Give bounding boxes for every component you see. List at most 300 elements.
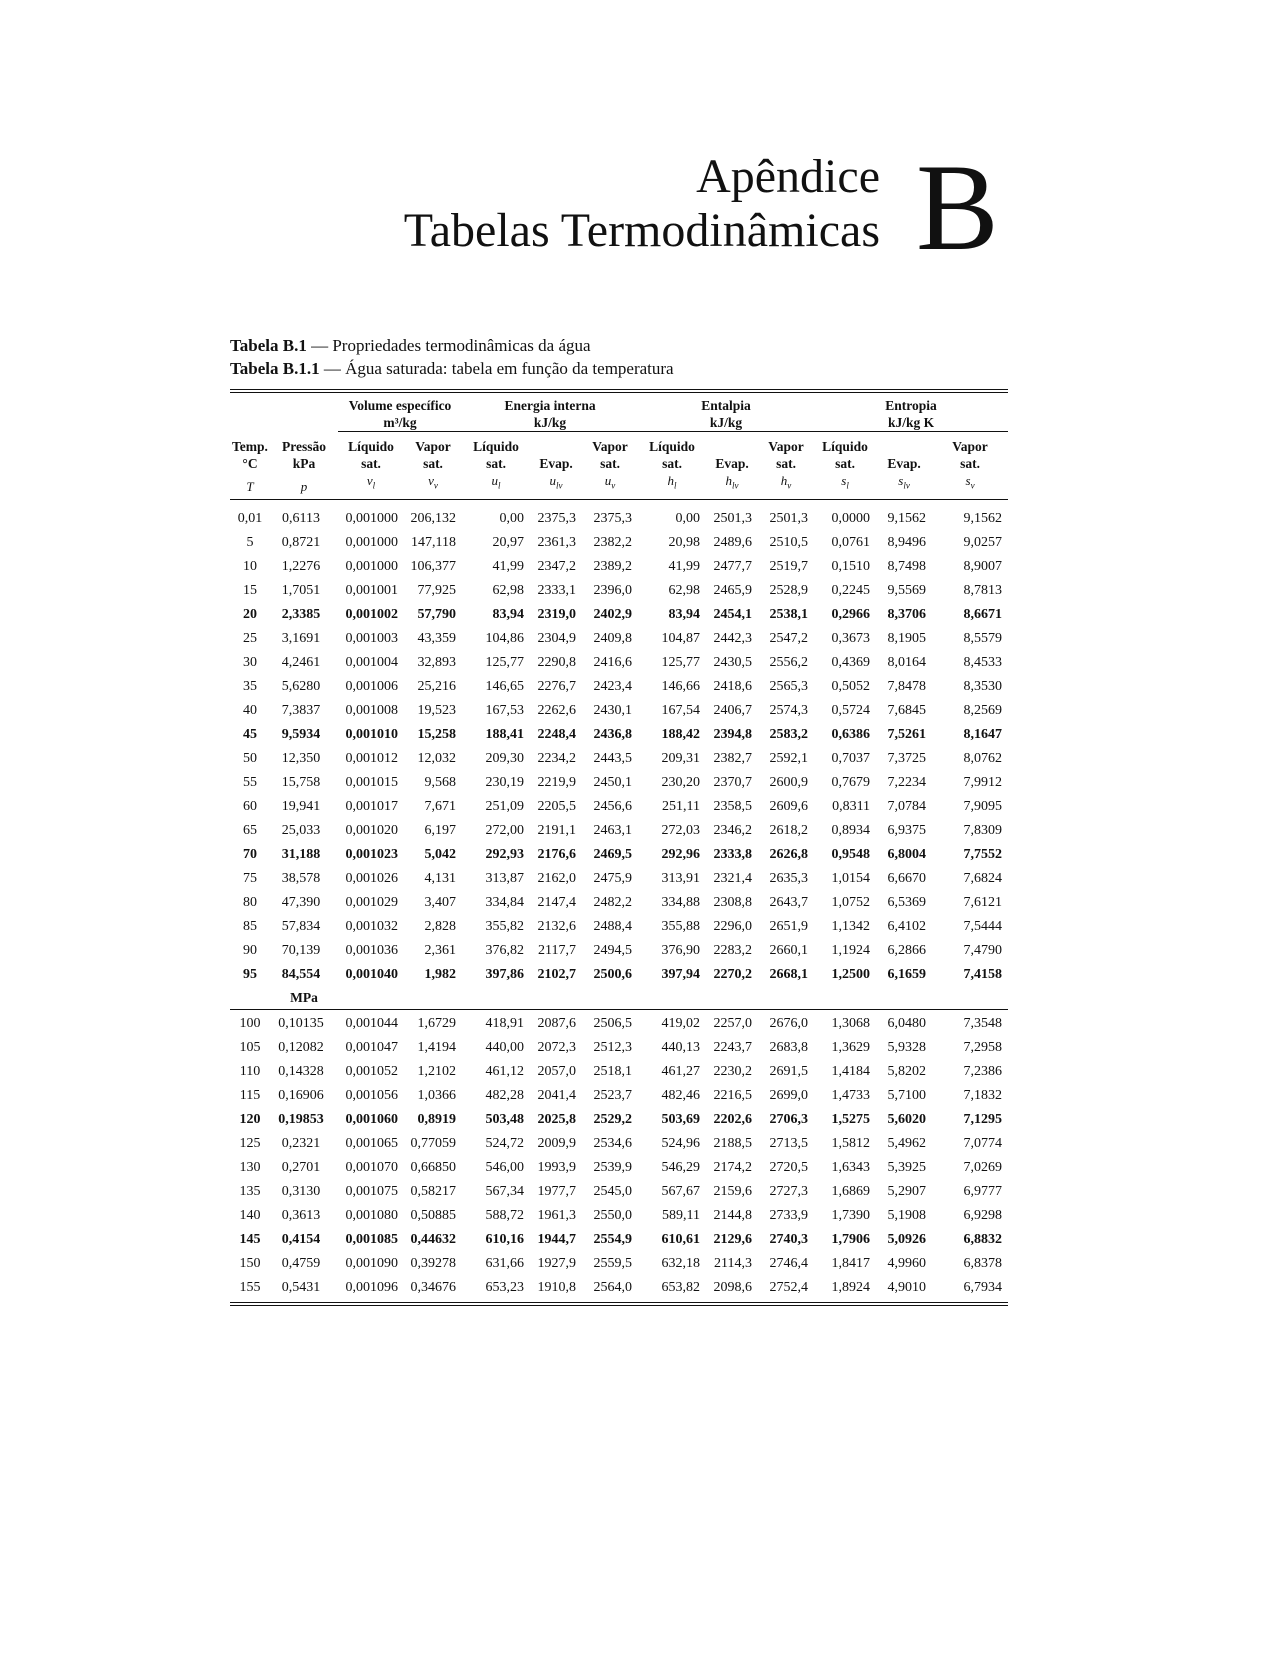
cell-sv: 7,4158 bbox=[963, 966, 1003, 982]
cell-hlv: 2144,8 bbox=[713, 1207, 753, 1223]
cell-hl: 292,96 bbox=[661, 846, 701, 862]
cell-ul: 418,91 bbox=[485, 1015, 525, 1031]
cell-ulv: 2025,8 bbox=[537, 1111, 577, 1127]
cell-sv: 6,8378 bbox=[963, 1255, 1003, 1271]
cell-temp: 80 bbox=[243, 894, 257, 910]
cell-uv: 2559,5 bbox=[593, 1255, 633, 1271]
cell-temp: 145 bbox=[239, 1231, 261, 1247]
cell-hl: 524,96 bbox=[661, 1135, 701, 1151]
cell-vv: 15,258 bbox=[417, 726, 457, 742]
cell-slv: 5,2907 bbox=[887, 1183, 927, 1199]
cell-sv: 7,5444 bbox=[963, 918, 1003, 934]
cell-vv: 12,032 bbox=[417, 750, 457, 766]
cell-vv: 43,359 bbox=[417, 630, 457, 646]
cell-uv: 2375,3 bbox=[593, 510, 633, 526]
group-internal-energy: Energia interna kJ/kg bbox=[462, 393, 638, 432]
cell-hlv: 2257,0 bbox=[713, 1015, 753, 1031]
cell-vl: 0,001001 bbox=[345, 582, 398, 598]
table-row bbox=[230, 699, 1008, 723]
cell-slv: 7,3725 bbox=[887, 750, 927, 766]
cell-pressure: 0,3613 bbox=[281, 1207, 321, 1223]
cell-hv: 2609,6 bbox=[769, 798, 809, 814]
cell-pressure: 0,4154 bbox=[281, 1231, 321, 1247]
table-row bbox=[230, 747, 1008, 771]
cell-sl: 1,5275 bbox=[831, 1111, 871, 1127]
cell-ulv: 2057,0 bbox=[537, 1063, 577, 1079]
cell-sl: 1,0154 bbox=[831, 870, 871, 886]
cell-sl: 1,1342 bbox=[831, 918, 871, 934]
cell-sv: 7,2386 bbox=[963, 1063, 1003, 1079]
cell-vl: 0,001003 bbox=[345, 630, 398, 646]
cell-ulv: 2248,4 bbox=[537, 726, 577, 742]
cell-sv: 8,1647 bbox=[963, 726, 1003, 742]
cell-ulv: 1927,9 bbox=[537, 1255, 577, 1271]
cell-vl: 0,001096 bbox=[345, 1279, 398, 1295]
cell-hv: 2556,2 bbox=[769, 654, 809, 670]
cell-hl: 62,98 bbox=[668, 582, 701, 598]
cell-temp: 40 bbox=[243, 702, 257, 718]
symbol-vl: $v_l$ bbox=[366, 473, 376, 491]
table-row bbox=[230, 1204, 1008, 1228]
cell-hv: 2643,7 bbox=[769, 894, 809, 910]
cell-pressure: 0,16906 bbox=[278, 1087, 324, 1103]
cell-pressure: 0,8721 bbox=[281, 534, 321, 550]
col-header-slv: Evap. bbox=[887, 456, 921, 471]
table-row bbox=[230, 603, 1008, 627]
cell-hl: 41,99 bbox=[668, 558, 701, 574]
table-row bbox=[230, 1012, 1008, 1036]
cell-slv: 6,8004 bbox=[887, 846, 927, 862]
cell-vv: 1,2102 bbox=[417, 1063, 457, 1079]
cell-hl: 461,27 bbox=[661, 1063, 701, 1079]
cell-uv: 2529,2 bbox=[593, 1111, 633, 1127]
table-row bbox=[230, 1036, 1008, 1060]
cell-ul: 251,09 bbox=[485, 798, 525, 814]
cell-pressure: 0,4759 bbox=[281, 1255, 321, 1271]
cell-ulv: 2262,6 bbox=[537, 702, 577, 718]
cell-vv: 0,44632 bbox=[410, 1231, 457, 1247]
cell-sv: 7,3548 bbox=[963, 1015, 1003, 1031]
cell-slv: 5,0926 bbox=[887, 1231, 927, 1247]
cell-vv: 3,407 bbox=[424, 894, 457, 910]
table-row bbox=[230, 555, 1008, 579]
cell-hv: 2740,3 bbox=[769, 1231, 809, 1247]
table-row bbox=[230, 795, 1008, 819]
cell-ul: 272,00 bbox=[485, 822, 525, 838]
cell-temp: 155 bbox=[239, 1279, 261, 1295]
cell-pressure: 25,033 bbox=[281, 822, 321, 838]
cell-sv: 7,4790 bbox=[963, 942, 1003, 958]
cell-hlv: 2098,6 bbox=[713, 1279, 753, 1295]
cell-ulv: 2333,1 bbox=[537, 582, 577, 598]
cell-hl: 83,94 bbox=[668, 606, 701, 622]
table-row bbox=[230, 1180, 1008, 1204]
cell-vl: 0,001000 bbox=[345, 510, 398, 526]
cell-hv: 2618,2 bbox=[769, 822, 809, 838]
cell-vl: 0,001065 bbox=[345, 1135, 398, 1151]
symbol-temp: T bbox=[246, 478, 254, 494]
cell-sl: 0,8311 bbox=[832, 798, 871, 814]
cell-vv: 0,8919 bbox=[417, 1111, 457, 1127]
cell-hlv: 2270,2 bbox=[713, 966, 753, 982]
cell-hl: 104,87 bbox=[661, 630, 701, 646]
cell-ulv: 2347,2 bbox=[537, 558, 577, 574]
cell-ulv: 2132,6 bbox=[537, 918, 577, 934]
cell-vv: 147,118 bbox=[411, 534, 457, 550]
symbol-pressure: p bbox=[300, 478, 308, 494]
cell-sl: 1,8924 bbox=[831, 1279, 871, 1295]
cell-temp: 135 bbox=[239, 1183, 261, 1199]
cell-temp: 125 bbox=[239, 1135, 261, 1151]
cell-uv: 2539,9 bbox=[593, 1159, 633, 1175]
cell-hl: 610,61 bbox=[661, 1231, 701, 1247]
cell-pressure: 0,3130 bbox=[281, 1183, 321, 1199]
table-row bbox=[230, 1084, 1008, 1108]
cell-vv: 0,77059 bbox=[410, 1135, 457, 1151]
cell-sl: 0,9548 bbox=[831, 846, 871, 862]
cell-uv: 2554,9 bbox=[593, 1231, 633, 1247]
table-row bbox=[230, 1108, 1008, 1132]
table-row bbox=[230, 531, 1008, 555]
cell-slv: 8,3706 bbox=[887, 606, 927, 622]
cell-vv: 25,216 bbox=[417, 678, 457, 694]
cell-sv: 8,9007 bbox=[963, 558, 1003, 574]
cell-uv: 2512,3 bbox=[593, 1039, 633, 1055]
cell-slv: 7,2234 bbox=[887, 774, 927, 790]
cell-hv: 2713,5 bbox=[769, 1135, 809, 1151]
cell-temp: 110 bbox=[239, 1063, 261, 1079]
cell-hlv: 2346,2 bbox=[713, 822, 753, 838]
cell-hv: 2676,0 bbox=[769, 1015, 809, 1031]
cell-hv: 2660,1 bbox=[769, 942, 809, 958]
cell-hlv: 2216,5 bbox=[713, 1087, 753, 1103]
cell-vl: 0,001006 bbox=[345, 678, 398, 694]
cell-temp: 115 bbox=[239, 1087, 261, 1103]
symbol-sv: $s_v$ bbox=[965, 473, 975, 491]
table-row bbox=[230, 1252, 1008, 1276]
cell-hl: 230,20 bbox=[661, 774, 701, 790]
cell-sl: 0,1510 bbox=[831, 558, 871, 574]
table-row bbox=[230, 579, 1008, 603]
cell-hl: 567,67 bbox=[661, 1183, 701, 1199]
cell-slv: 5,9328 bbox=[887, 1039, 927, 1055]
cell-slv: 9,5569 bbox=[887, 582, 927, 598]
cell-hlv: 2159,6 bbox=[713, 1183, 753, 1199]
cell-sl: 1,2500 bbox=[831, 966, 871, 982]
cell-ul: 588,72 bbox=[485, 1207, 525, 1223]
cell-vv: 4,131 bbox=[424, 870, 457, 886]
cell-hlv: 2454,1 bbox=[713, 606, 753, 622]
cell-sl: 1,5812 bbox=[831, 1135, 871, 1151]
cell-ulv: 2234,2 bbox=[537, 750, 577, 766]
cell-hv: 2746,4 bbox=[769, 1255, 809, 1271]
cell-hl: 482,46 bbox=[661, 1087, 701, 1103]
column-header-row bbox=[230, 432, 1008, 473]
cell-vv: 32,893 bbox=[417, 654, 457, 670]
appendix-header bbox=[340, 150, 880, 258]
table-row bbox=[230, 819, 1008, 843]
table-row bbox=[230, 675, 1008, 699]
cell-sl: 1,6343 bbox=[831, 1159, 871, 1175]
cell-hl: 589,11 bbox=[662, 1207, 701, 1223]
cell-temp: 75 bbox=[243, 870, 257, 886]
cell-temp: 5 bbox=[246, 534, 254, 550]
cell-ul: 503,48 bbox=[485, 1111, 525, 1127]
symbol-hlv: $h_{lv}$ bbox=[725, 473, 739, 491]
saturated-water-table bbox=[230, 389, 1008, 1306]
cell-sv: 8,2569 bbox=[963, 702, 1003, 718]
cell-hv: 2752,4 bbox=[769, 1279, 809, 1295]
cell-vl: 0,001090 bbox=[345, 1255, 398, 1271]
col-header-vl: Líquido sat. bbox=[348, 439, 394, 471]
table-row bbox=[230, 963, 1008, 987]
data-table bbox=[230, 393, 1008, 1300]
cell-hv: 2600,9 bbox=[769, 774, 809, 790]
cell-vl: 0,001032 bbox=[345, 918, 398, 934]
cell-pressure: 57,834 bbox=[281, 918, 321, 934]
cell-temp: 45 bbox=[243, 726, 257, 742]
cell-sv: 7,7552 bbox=[963, 846, 1003, 862]
symbol-ul: $u_l$ bbox=[491, 473, 501, 491]
cell-uv: 2430,1 bbox=[593, 702, 633, 718]
cell-slv: 7,0784 bbox=[887, 798, 927, 814]
col-header-hl: Líquido sat. bbox=[649, 439, 695, 471]
cell-ul: 292,93 bbox=[485, 846, 525, 862]
cell-ulv: 1944,7 bbox=[537, 1231, 577, 1247]
col-header-vv: Vapor sat. bbox=[415, 439, 451, 471]
cell-uv: 2564,0 bbox=[593, 1279, 633, 1295]
cell-uv: 2423,4 bbox=[593, 678, 633, 694]
cell-hv: 2519,7 bbox=[769, 558, 809, 574]
cell-hl: 397,94 bbox=[661, 966, 701, 982]
cell-pressure: 31,188 bbox=[281, 846, 321, 862]
cell-uv: 2456,6 bbox=[593, 798, 633, 814]
cell-hl: 188,42 bbox=[661, 726, 701, 742]
cell-hl: 167,54 bbox=[661, 702, 701, 718]
cell-sv: 8,7813 bbox=[963, 582, 1003, 598]
cell-ul: 397,86 bbox=[485, 966, 525, 982]
cell-hv: 2547,2 bbox=[769, 630, 809, 646]
cell-ulv: 2290,8 bbox=[537, 654, 577, 670]
cell-vl: 0,001029 bbox=[345, 894, 398, 910]
cell-sv: 7,1295 bbox=[963, 1111, 1003, 1127]
cell-temp: 0,01 bbox=[237, 510, 263, 526]
cell-pressure: 84,554 bbox=[281, 966, 321, 982]
cell-hv: 2565,3 bbox=[769, 678, 809, 694]
cell-sl: 0,8934 bbox=[831, 822, 871, 838]
cell-hlv: 2489,6 bbox=[713, 534, 753, 550]
cell-slv: 6,2866 bbox=[887, 942, 927, 958]
cell-sl: 0,2245 bbox=[831, 582, 871, 598]
table-row bbox=[230, 1060, 1008, 1084]
cell-uv: 2389,2 bbox=[593, 558, 633, 574]
cell-ul: 0,00 bbox=[499, 510, 525, 526]
cell-ul: 482,28 bbox=[485, 1087, 525, 1103]
table-row bbox=[230, 939, 1008, 963]
cell-sv: 8,6671 bbox=[963, 606, 1003, 622]
cell-hv: 2691,5 bbox=[769, 1063, 809, 1079]
table-row bbox=[230, 651, 1008, 675]
cell-ul: 125,77 bbox=[485, 654, 525, 670]
cell-vv: 206,132 bbox=[410, 510, 457, 526]
mpa-unit-label: MPa bbox=[290, 989, 318, 1005]
table-row bbox=[230, 771, 1008, 795]
cell-temp: 90 bbox=[243, 942, 257, 958]
cell-vl: 0,001085 bbox=[345, 1231, 398, 1247]
cell-sv: 6,9777 bbox=[963, 1183, 1003, 1199]
symbol-uv: $u_v$ bbox=[604, 473, 616, 491]
cell-ul: 524,72 bbox=[485, 1135, 525, 1151]
cell-sl: 1,3629 bbox=[831, 1039, 871, 1055]
cell-vv: 9,568 bbox=[424, 774, 457, 790]
cell-temp: 150 bbox=[239, 1255, 261, 1271]
cell-hl: 440,13 bbox=[661, 1039, 701, 1055]
cell-hlv: 2477,7 bbox=[713, 558, 753, 574]
cell-pressure: 0,12082 bbox=[278, 1039, 324, 1055]
bottom-rule bbox=[230, 1302, 1008, 1306]
cell-temp: 105 bbox=[239, 1039, 261, 1055]
cell-vl: 0,001080 bbox=[345, 1207, 398, 1223]
cell-slv: 8,9496 bbox=[887, 534, 927, 550]
cell-hlv: 2382,7 bbox=[713, 750, 753, 766]
cell-ulv: 2009,9 bbox=[537, 1135, 577, 1151]
cell-hv: 2720,5 bbox=[769, 1159, 809, 1175]
cell-hl: 251,11 bbox=[662, 798, 701, 814]
cell-temp: 130 bbox=[239, 1159, 261, 1175]
cell-sl: 1,0752 bbox=[831, 894, 871, 910]
cell-sl: 1,8417 bbox=[831, 1255, 871, 1271]
cell-vl: 0,001008 bbox=[345, 702, 398, 718]
cell-pressure: 1,2276 bbox=[281, 558, 321, 574]
cell-sv: 6,7934 bbox=[963, 1279, 1003, 1295]
cell-uv: 2500,6 bbox=[593, 966, 633, 982]
cell-ulv: 2361,3 bbox=[537, 534, 577, 550]
cell-sl: 0,3673 bbox=[831, 630, 871, 646]
group-entropy: Entropia kJ/kg K bbox=[814, 393, 1008, 432]
cell-ulv: 1961,3 bbox=[537, 1207, 577, 1223]
cell-vl: 0,001040 bbox=[345, 966, 398, 982]
cell-hv: 2626,8 bbox=[769, 846, 809, 862]
cell-pressure: 12,350 bbox=[281, 750, 321, 766]
cell-slv: 7,5261 bbox=[887, 726, 927, 742]
cell-temp: 30 bbox=[243, 654, 257, 670]
cell-pressure: 5,6280 bbox=[281, 678, 321, 694]
cell-uv: 2382,2 bbox=[593, 534, 633, 550]
cell-pressure: 38,578 bbox=[281, 870, 321, 886]
cell-vv: 57,790 bbox=[417, 606, 457, 622]
cell-temp: 60 bbox=[243, 798, 257, 814]
col-header-sl: Líquido sat. bbox=[822, 439, 868, 471]
cell-sl: 1,7390 bbox=[831, 1207, 871, 1223]
cell-ul: 313,87 bbox=[485, 870, 525, 886]
cell-vl: 0,001075 bbox=[345, 1183, 398, 1199]
cell-vl: 0,001060 bbox=[345, 1111, 398, 1127]
cell-hlv: 2418,6 bbox=[713, 678, 753, 694]
cell-temp: 95 bbox=[243, 966, 257, 982]
cell-slv: 6,4102 bbox=[887, 918, 927, 934]
cell-pressure: 0,19853 bbox=[278, 1111, 324, 1127]
symbol-hl: $h_l$ bbox=[667, 473, 677, 491]
cell-vv: 0,50885 bbox=[410, 1207, 457, 1223]
col-header-temp: Temp. °C bbox=[232, 439, 268, 471]
cell-pressure: 0,6113 bbox=[282, 510, 320, 526]
symbol-ulv: $u_{lv}$ bbox=[549, 473, 563, 491]
cell-vl: 0,001036 bbox=[345, 942, 398, 958]
cell-vl: 0,001044 bbox=[345, 1015, 398, 1031]
cell-slv: 8,0164 bbox=[887, 654, 927, 670]
cell-uv: 2396,0 bbox=[593, 582, 633, 598]
cell-ulv: 2276,7 bbox=[537, 678, 577, 694]
cell-temp: 85 bbox=[243, 918, 257, 934]
cell-vl: 0,001052 bbox=[345, 1063, 398, 1079]
cell-sl: 0,7679 bbox=[831, 774, 871, 790]
table-row bbox=[230, 867, 1008, 891]
cell-slv: 6,1659 bbox=[887, 966, 927, 982]
cell-hl: 272,03 bbox=[661, 822, 701, 838]
cell-vl: 0,001020 bbox=[345, 822, 398, 838]
cell-vv: 0,58217 bbox=[410, 1183, 457, 1199]
cell-temp: 55 bbox=[243, 774, 257, 790]
cell-ulv: 2162,0 bbox=[537, 870, 577, 886]
symbol-sl: $s_l$ bbox=[841, 473, 849, 491]
cell-hv: 2683,8 bbox=[769, 1039, 809, 1055]
cell-vv: 5,042 bbox=[424, 846, 457, 862]
cell-pressure: 0,14328 bbox=[278, 1063, 324, 1079]
cell-temp: 50 bbox=[243, 750, 257, 766]
cell-ul: 376,82 bbox=[485, 942, 525, 958]
cell-sv: 8,0762 bbox=[963, 750, 1003, 766]
cell-ul: 653,23 bbox=[485, 1279, 525, 1295]
cell-ul: 20,97 bbox=[492, 534, 525, 550]
col-header-hlv: Evap. bbox=[715, 456, 749, 471]
cell-vv: 106,377 bbox=[410, 558, 457, 574]
cell-sl: 1,4733 bbox=[831, 1087, 871, 1103]
cell-hl: 355,88 bbox=[661, 918, 701, 934]
cell-sl: 0,4369 bbox=[831, 654, 871, 670]
cell-pressure: 1,7051 bbox=[281, 582, 321, 598]
cell-ulv: 2219,9 bbox=[537, 774, 577, 790]
cell-slv: 5,1908 bbox=[887, 1207, 927, 1223]
cell-hlv: 2370,7 bbox=[713, 774, 753, 790]
cell-hv: 2651,9 bbox=[769, 918, 809, 934]
caption-b1: Tabela B.1 — Propriedades termodinâmicas da água bbox=[230, 336, 591, 355]
cell-pressure: 4,2461 bbox=[281, 654, 321, 670]
cell-vv: 0,66850 bbox=[410, 1159, 457, 1175]
cell-pressure: 9,5934 bbox=[281, 726, 321, 742]
cell-vl: 0,001026 bbox=[345, 870, 398, 886]
table-row bbox=[230, 1276, 1008, 1300]
cell-temp: 35 bbox=[243, 678, 257, 694]
cell-sl: 1,4184 bbox=[831, 1063, 871, 1079]
cell-ul: 355,82 bbox=[485, 918, 525, 934]
cell-pressure: 0,10135 bbox=[278, 1015, 324, 1031]
cell-hlv: 2394,8 bbox=[713, 726, 753, 742]
symbol-vv: $v_v$ bbox=[428, 473, 438, 491]
cell-sv: 7,6824 bbox=[963, 870, 1003, 886]
cell-ulv: 2117,7 bbox=[538, 942, 577, 958]
cell-uv: 2463,1 bbox=[593, 822, 633, 838]
cell-hv: 2592,1 bbox=[769, 750, 809, 766]
cell-vv: 7,671 bbox=[424, 798, 457, 814]
cell-ulv: 2102,7 bbox=[537, 966, 577, 982]
cell-ulv: 1993,9 bbox=[537, 1159, 577, 1175]
table-captions bbox=[230, 334, 674, 380]
cell-hl: 0,00 bbox=[675, 510, 701, 526]
cell-hlv: 2333,8 bbox=[713, 846, 753, 862]
cell-pressure: 15,758 bbox=[281, 774, 321, 790]
mpa-divider bbox=[230, 987, 1008, 1012]
cell-slv: 8,7498 bbox=[887, 558, 927, 574]
